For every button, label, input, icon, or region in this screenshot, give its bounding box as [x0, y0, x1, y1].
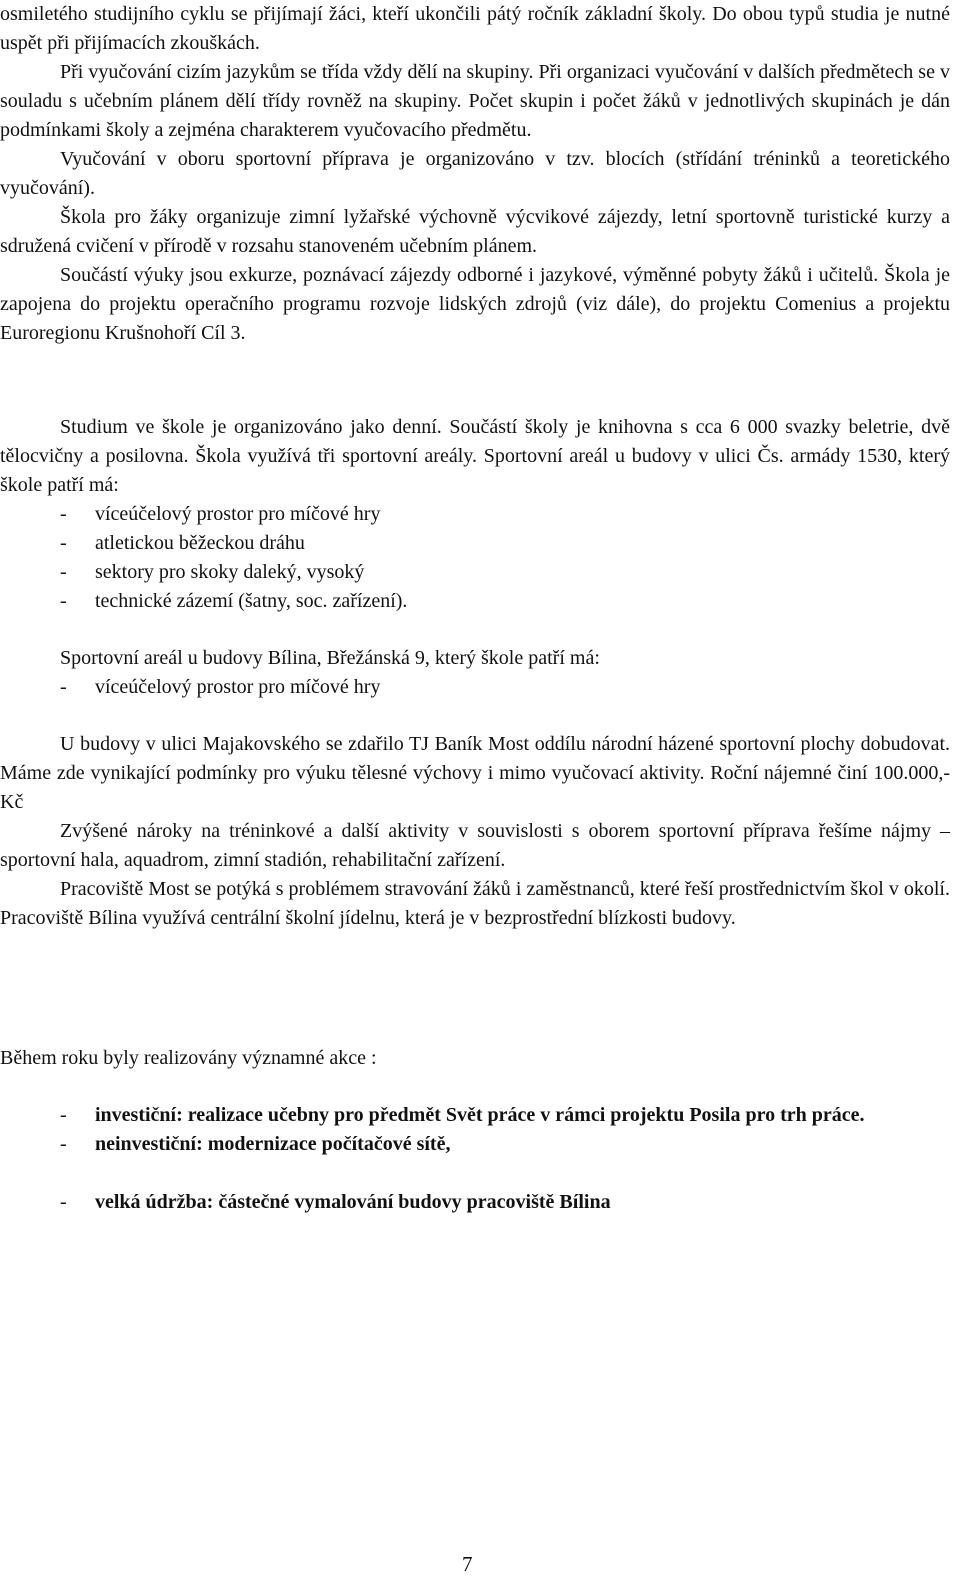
list-item: - investiční: realizace učebny pro předmět Svět práce v rámci projektu Posila pro trh práce. [60, 1104, 865, 1126]
most-area-list [0, 500, 950, 616]
bilina-area-list [0, 673, 950, 702]
list-item: - sektory pro skoky daleký, vysoký [60, 561, 365, 583]
paragraph-courses: Škola pro žáky organizuje zimní lyžařské výchovně výcvikové zájezdy, letní sportovně turistické kurzy a sdružená cvičení v přírodě v rozsahu stanoveném učebním plánem. [0, 206, 950, 257]
list-item: - velká údržba: částečné vymalování budovy pracoviště Bílina [60, 1191, 611, 1213]
paragraph-study-facilities: Studium ve škole je organizováno jako denní. Součástí školy je knihovna s cca 6 000 svazky beletrie, dvě tělocvičny a posilovna. Škola využívá tři sportovní areály. Sportovní areál u budovy v ulici Čs. armády 1530, který škole patří má: [0, 416, 950, 496]
paragraph-majakovskeho: U budovy v ulici Majakovského se zdařilo TJ Baník Most oddílu národní házené sportovní plochy dobudovat. Máme zde vynikající podmínky pro výuku tělesné výchovy i mimo vyučovací aktivity. Roční nájemné činí 100.000,- Kč [0, 733, 950, 813]
paragraph-training: Zvýšené nároky na tréninkové a další aktivity v souvislosti s oborem sportovní příprava řešíme nájmy – sportovní hala, aquadrom, zimní stadión, rehabilitační zařízení. [0, 820, 950, 871]
list-item: - technické zázemí (šatny, soc. zařízení). [60, 590, 408, 612]
events-list [0, 1101, 950, 1217]
list-item: - neinvestiční: modernizace počítačové sítě, [60, 1133, 451, 1155]
paragraph-groups: Při vyučování cizím jazykům se třída vždy dělí na skupiny. Při organizaci vyučování v dalších předmětech se v souladu s učebním plánem dělí třídy rovněž na skupiny. Počet skupin i počet žáků v jednotlivých skupinách je dán podmínkami školy a zejména charakterem vyučovacího předmětu. [0, 61, 950, 141]
closing-section [0, 730, 950, 933]
events-section [0, 1044, 950, 1073]
paragraph-catering: Pracoviště Most se potýká s problémem stravování žáků i zaměstnanců, které řeší prostřednictvím škol v okolí. Pracoviště Bílina využívá centrální školní jídelnu, která je v bezprostřední blízkosti budovy. [0, 878, 950, 929]
events-list-wrapper [0, 1101, 950, 1217]
most-area-section [0, 413, 950, 616]
events-intro: Během roku byly realizovány významné akce : [0, 1047, 377, 1069]
list-item: - víceúčelový prostor pro míčové hry [60, 503, 381, 525]
page-number: 7 [462, 1552, 473, 1576]
bilina-area-section [0, 644, 950, 702]
paragraph-excursions: Součástí výuky jsou exkurze, poznávací zájezdy odborné i jazykové, výměnné pobyty žáků i učitelů. Škola je zapojena do projektu operačního programu rozvoje lidských zdrojů (viz dále), do projektu Comenius a projektu Euroregionu Krušnohoří Cíl 3. [0, 264, 950, 344]
paragraph-bilina-area: Sportovní areál u budovy Bílina, Břežánská 9, který škole patří má: [60, 647, 600, 669]
list-item: - atletickou běžeckou dráhu [60, 532, 305, 554]
list-item: - víceúčelový prostor pro míčové hry [60, 676, 381, 698]
paragraph-admission: osmiletého studijního cyklu se přijímají žáci, kteří ukončili pátý ročník základní školy. Do obou typů studia je nutné uspět při přijímacích zkouškách. [0, 3, 950, 54]
paragraph-sports-prep: Vyučování v oboru sportovní příprava je organizováno v tzv. blocích (střídání tréninků a teoretického vyučování). [0, 148, 950, 199]
top-section [0, 0, 950, 348]
